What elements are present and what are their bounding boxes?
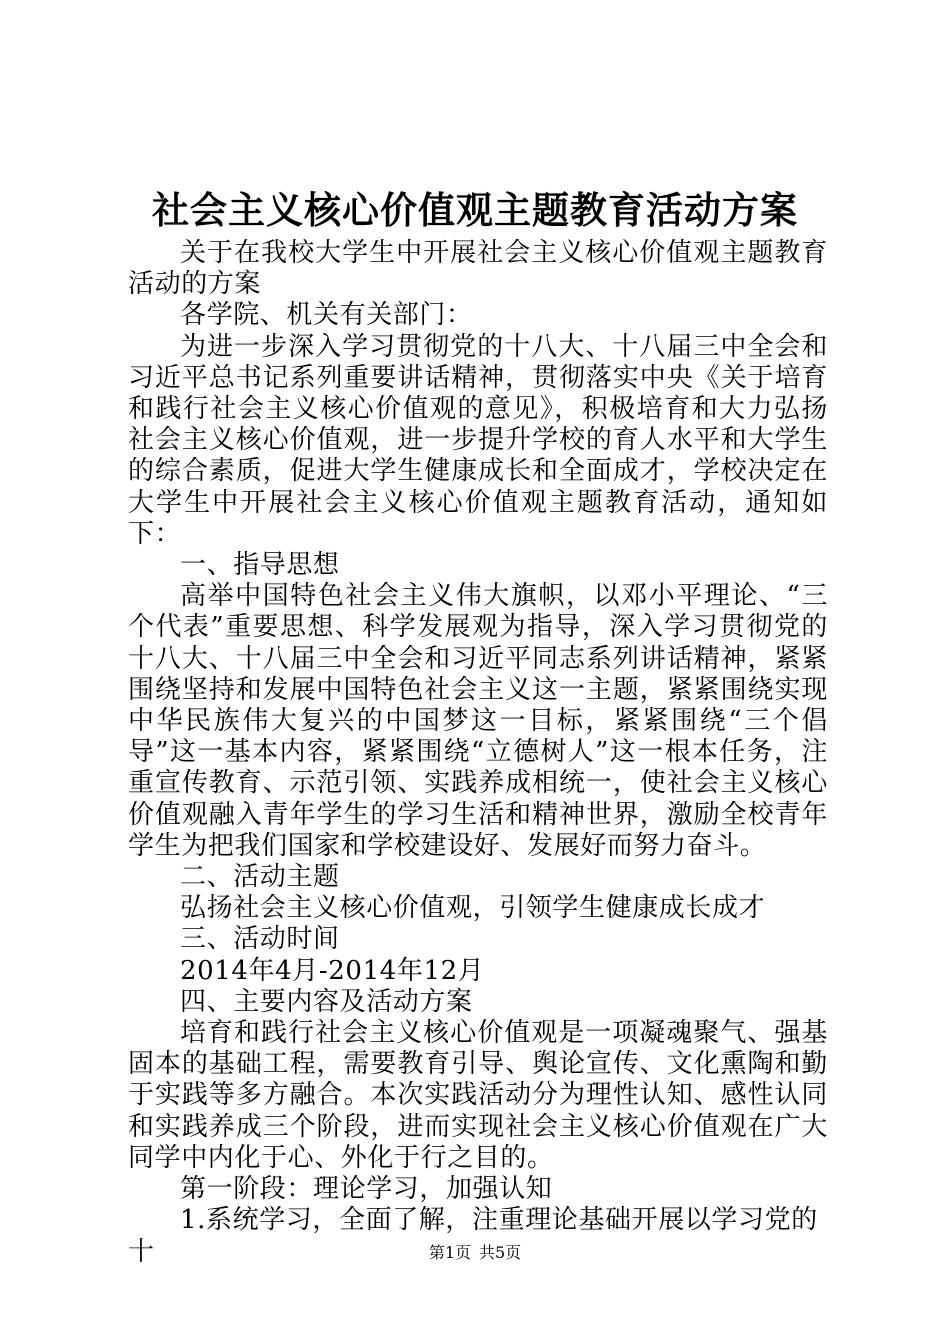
activity-time: 2014年4月-2014年12月 xyxy=(180,955,485,986)
salutation: 各学院、机关有关部门： xyxy=(180,300,473,331)
document-body xyxy=(128,238,828,1268)
page-total: 共5页 xyxy=(479,1243,522,1262)
list-item-1: 1.系统学习，全面了解，注重理论基础开展以学习党的十 xyxy=(128,1205,818,1267)
stage-heading-1: 第一阶段：理论学习，加强认知 xyxy=(180,1174,553,1205)
paragraph-intro: 为进一步深入学习贯彻党的十八大、十八届三中全会和习近平总书记系列重要讲话精神，贯彻落实中央《关于培育和践行社会主义核心价值观的意见》，积极培育和大力弘扬社会主义核心价值观，进一步提升学校的育人水平和大学生的综合素质，促进大学生健康成长和全面成才，学校决定在大学生中开展社会主义核心价值观主题教育活动，通知如下： xyxy=(128,331,828,549)
section-heading-2: 二、活动主题 xyxy=(180,862,340,893)
document-title: 社会主义核心价值观主题教育活动方案 xyxy=(152,188,798,232)
section-heading-1: 一、指导思想 xyxy=(180,550,340,581)
section-heading-4: 四、主要内容及活动方案 xyxy=(180,986,473,1017)
paragraph-subject: 关于在我校大学生中开展社会主义核心价值观主题教育活动的方案 xyxy=(128,238,828,300)
section-heading-3: 三、活动时间 xyxy=(180,924,340,955)
page-number: 第1页 xyxy=(428,1243,471,1262)
paragraph-content: 培育和践行社会主义核心价值观是一项凝魂聚气、强基固本的基础工程，需要教育引导、舆论宣传、文化熏陶和勤于实践等多方融合。本次实践活动分为理性认知、感性认同和实践养成三个阶段，进而实现社会主义核心价值观在广大同学中内化于心、外化于行之目的。 xyxy=(128,1018,828,1173)
page-footer xyxy=(0,1242,950,1264)
paragraph-guiding-thought: 高举中国特色社会主义伟大旗帜，以邓小平理论、“三个代表”重要思想、科学发展观为指导，深入学习贯彻党的十八大、十八届三中全会和习近平同志系列讲话精神，紧紧围绕坚持和发展中国特色社会主义这一主题，紧紧围绕实现中华民族伟大复兴的中国梦这一目标，紧紧围绕“三个倡导”这一基本内容，紧紧围绕“立德树人”这一根本任务，注重宣传教育、示范引领、实践养成相统一，使社会主义核心价值观融入青年学生的学习生活和精神世界，激励全校青年学生为把我们国家和学校建设好、发展好而努力奋斗。 xyxy=(128,581,828,861)
activity-theme: 弘扬社会主义核心价值观，引领学生健康成长成才 xyxy=(180,893,766,924)
